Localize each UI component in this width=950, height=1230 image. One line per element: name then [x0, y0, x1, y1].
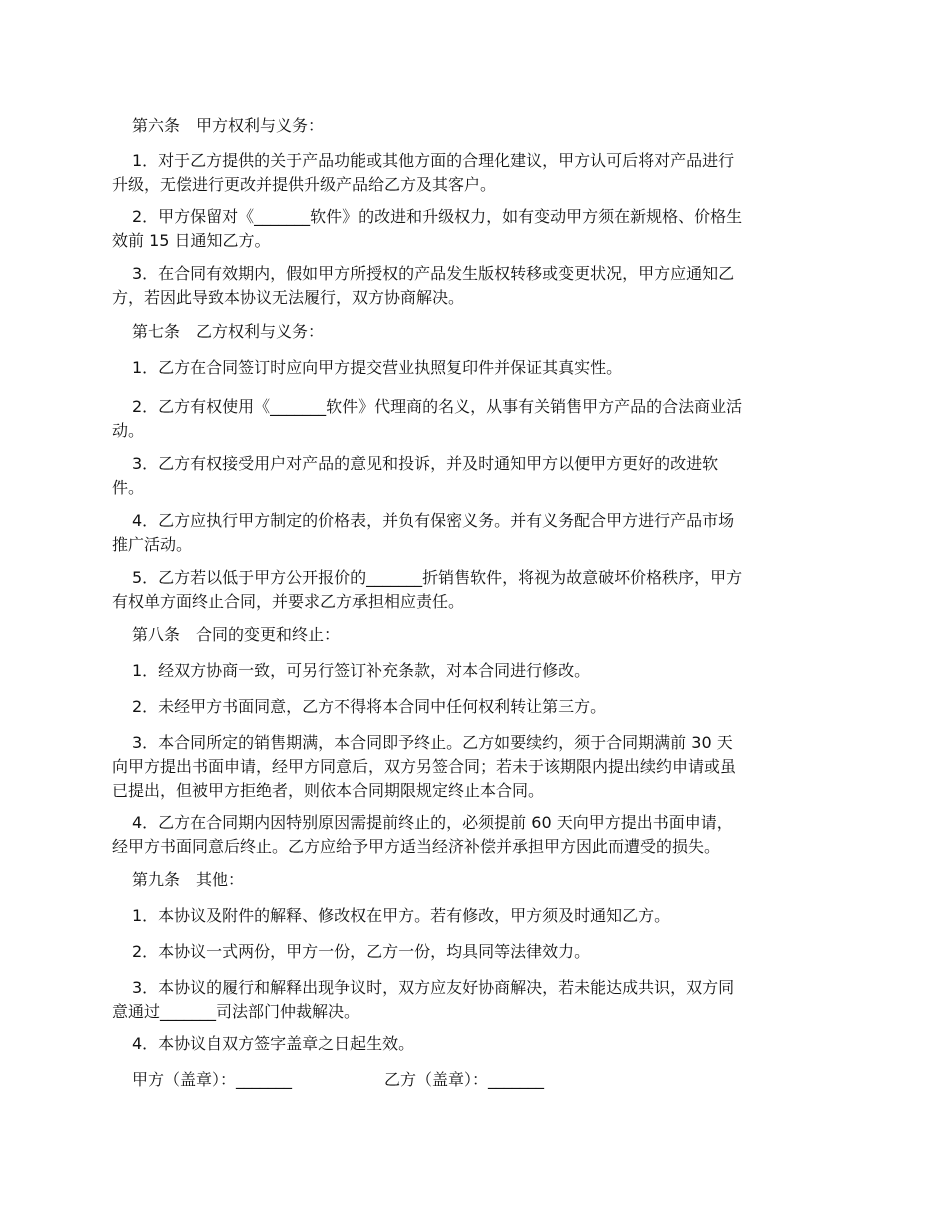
paragraph-line: 4．乙方应执行甲方制定的价格表，并负有保密义务。并有义务配合甲方进行产品市场	[132, 511, 735, 530]
paragraph	[112, 509, 832, 557]
paragraph-line: 效前 15 日通知乙方。	[112, 231, 271, 250]
paragraph	[112, 356, 832, 380]
paragraph-line: 推广活动。	[112, 535, 193, 554]
paragraph-line: 件。	[112, 478, 145, 497]
paragraph-line: 第九条 其他：	[132, 870, 245, 889]
paragraph	[112, 205, 832, 253]
paragraph-line: 3．本协议的履行和解释出现争议时，双方应友好协商解决，若未能达成共识，双方同	[132, 978, 735, 997]
paragraph	[112, 149, 832, 197]
paragraph-line: 2．未经甲方书面同意，乙方不得将本合同中任何权利转让第三方。	[132, 697, 607, 716]
paragraph-line: 3．乙方有权接受用户对产品的意见和投诉，并及时通知甲方以便甲方更好的改进软	[132, 454, 719, 473]
paragraph-line: 意通过_______司法部门仲裁解决。	[112, 1002, 361, 1021]
paragraph-line: 动。	[112, 421, 145, 440]
paragraph-line: 1．对于乙方提供的关于产品功能或其他方面的合理化建议，甲方认可后将对产品进行	[132, 151, 735, 170]
paragraph-line: 4．本协议自双方签字盖章之日起生效。	[132, 1034, 415, 1053]
paragraph-line: 2．本协议一式两份，甲方一份，乙方一份，均具同等法律效力。	[132, 942, 591, 961]
paragraph	[112, 566, 832, 614]
paragraph-line: 2．甲方保留对《_______软件》的改进和升级权力，如有变动甲方须在新规格、价格生	[132, 207, 743, 226]
paragraph-line: 5．乙方若以低于甲方公开报价的_______折销售软件，将视为故意破坏价格秩序，甲方	[132, 568, 743, 587]
paragraph-line: 3．在合同有效期内，假如甲方所授权的产品发生版权转移或变更状况，甲方应通知乙	[132, 264, 735, 283]
paragraph-line: 3．本合同所定的销售期满，本合同即予终止。乙方如要续约，须于合同期满前 30 天	[132, 733, 733, 752]
paragraph	[112, 395, 832, 443]
paragraph-line: 升级，无偿进行更改并提供升级产品给乙方及其客户。	[112, 175, 497, 194]
paragraph	[112, 940, 832, 964]
paragraph-line: 1．经双方协商一致，可另行签订补充条款，对本合同进行修改。	[132, 661, 591, 680]
paragraph	[112, 452, 832, 500]
paragraph	[112, 976, 832, 1024]
paragraph	[112, 262, 832, 310]
paragraph-line: 有权单方面终止合同，并要求乙方承担相应责任。	[112, 592, 465, 611]
paragraph	[112, 659, 832, 683]
paragraph	[112, 731, 832, 803]
paragraph	[112, 1032, 832, 1056]
paragraph-line: 第六条 甲方权利与义务：	[132, 116, 325, 135]
paragraph-line: 已提出，但被甲方拒绝者，则依本合同期限规定终止本合同。	[112, 781, 545, 800]
paragraph-line: 方，若因此导致本协议无法履行，双方协商解决。	[112, 288, 465, 307]
paragraph	[112, 904, 832, 928]
party-a-signature: 甲方（盖章）：_______	[132, 1070, 293, 1089]
paragraph	[112, 114, 832, 138]
party-b-signature: 乙方（盖章）：_______	[384, 1070, 545, 1089]
paragraph	[112, 320, 832, 344]
paragraph-line: 经甲方书面同意后终止。乙方应给予甲方适当经济补偿并承担甲方因此而遭受的损失。	[112, 837, 721, 856]
paragraph-line: 2．乙方有权使用《_______软件》代理商的名义，从事有关销售甲方产品的合法商业活	[132, 397, 743, 416]
paragraph-line: 1．乙方在合同签订时应向甲方提交营业执照复印件并保证其真实性。	[132, 358, 623, 377]
paragraph-line: 第八条 合同的变更和终止：	[132, 625, 341, 644]
paragraph	[112, 695, 832, 719]
paragraph-line: 向甲方提出书面申请，经甲方同意后，双方另签合同；若未于该期限内提出续约申请或虽	[112, 757, 737, 776]
paragraph	[112, 811, 832, 859]
paragraph-line: 4．乙方在合同期内因特别原因需提前终止的，必须提前 60 天向甲方提出书面申请，	[132, 813, 733, 832]
paragraph	[112, 868, 832, 892]
paragraph-line: 1．本协议及附件的解释、修改权在甲方。若有修改，甲方须及时通知乙方。	[132, 906, 671, 925]
paragraph-line: 第七条 乙方权利与义务：	[132, 322, 325, 341]
paragraph	[112, 623, 832, 647]
